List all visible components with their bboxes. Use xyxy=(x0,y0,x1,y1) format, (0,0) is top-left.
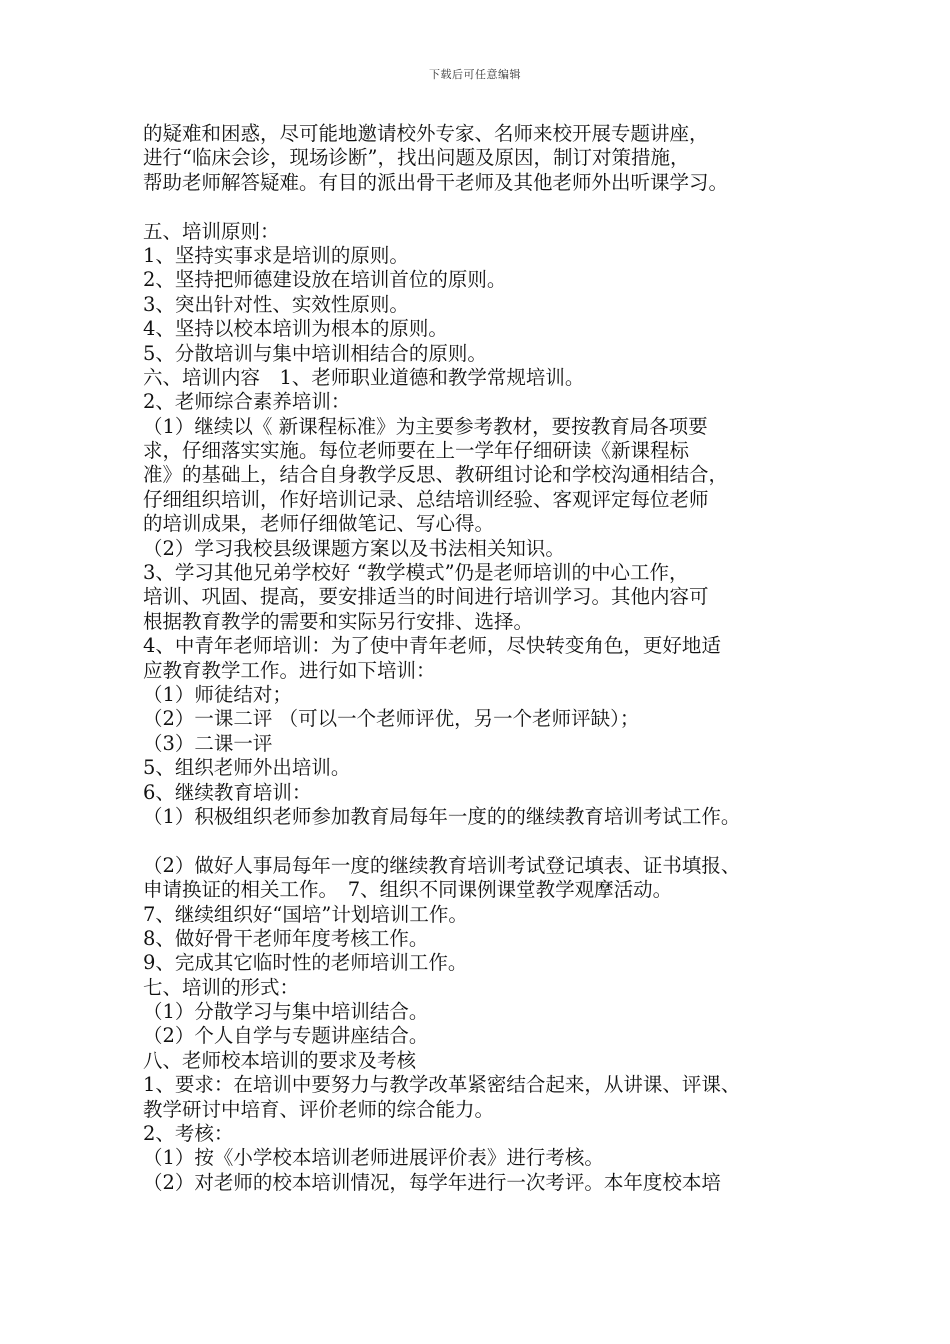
text-line: 1、坚持实事求是培训的原则。 xyxy=(143,243,409,267)
text-line: 3、突出针对性、实效性原则。 xyxy=(143,292,409,316)
text-line: 进行“临床会诊，现场诊断”，找出问题及原因，制订对策措施， xyxy=(143,146,690,170)
text-line: 准》的基础上，结合自身教学反思、教研组讨论和学校沟通相结合， xyxy=(143,463,729,487)
text-line: （1）分散学习与集中培训结合。 xyxy=(143,1000,429,1024)
text-line: 五、培训原则： xyxy=(143,219,280,243)
text-line: 8、做好骨干老师年度考核工作。 xyxy=(143,926,429,950)
text-line: （1）积极组织老师参加教育局每年一度的的继续教育培训考试工作。 xyxy=(143,804,741,828)
text-line: 根据教育教学的需要和实际另行安排、选择。 xyxy=(143,609,534,633)
text-line: 八、老师校本培训的要求及考核 xyxy=(143,1048,417,1072)
text-line: （1）按《小学校本培训老师进展评价表》进行考核。 xyxy=(143,1146,604,1170)
text-line: （2）对老师的校本培训情况，每学年进行一次考评。本年度校本培 xyxy=(143,1170,721,1194)
text-line: （3）二课一评 xyxy=(143,731,273,755)
text-line: 应教育教学工作。进行如下培训： xyxy=(143,658,436,682)
document-body xyxy=(143,122,833,1195)
text-line: 培训、巩固、提高，要安排适当的时间进行培训学习。其他内容可 xyxy=(143,585,709,609)
text-line: 帮助老师解答疑难。有目的派出骨干老师及其他老师外出听课学习。 xyxy=(143,170,729,194)
text-line: 的培训成果，老师仔细做笔记、写心得。 xyxy=(143,512,495,536)
text-line: 求，仔细落实实施。每位老师要在上一学年仔细研读《新课程标 xyxy=(143,439,690,463)
text-line: 9、完成其它临时性的老师培训工作。 xyxy=(143,951,468,975)
text-line: 六、培训内容 1、老师职业道德和教学常规培训。 xyxy=(143,365,585,389)
page-header-note: 下载后可任意编辑 xyxy=(429,68,521,81)
text-line: 5、组织老师外出培训。 xyxy=(143,756,351,780)
text-line: （2）一课二评 （可以一个老师评优，另一个老师评缺）； xyxy=(143,707,640,731)
text-line: 教学研讨中培育、评价老师的综合能力。 xyxy=(143,1097,495,1121)
text-line: （2）学习我校县级课题方案以及书法相关知识。 xyxy=(143,536,565,560)
text-line: 2、老师综合素养培训： xyxy=(143,390,351,414)
blank-line xyxy=(143,195,833,219)
text-line: 2、考核： xyxy=(143,1122,234,1146)
text-line: 3、学习其他兄弟学校好 “教学模式”仍是老师培训的中心工作， xyxy=(143,561,689,585)
text-line: 5、分散培训与集中培训相结合的原则。 xyxy=(143,341,487,365)
text-line: 2、坚持把师德建设放在培训首位的原则。 xyxy=(143,268,507,292)
text-line: 4、中青年老师培训：为了使中青年老师，尽快转变角色，更好地适 xyxy=(143,634,721,658)
text-line: 4、坚持以校本培训为根本的原则。 xyxy=(143,317,448,341)
text-line: 申请换证的相关工作。 7、组织不同课例课堂教学观摩活动。 xyxy=(143,878,673,902)
text-line: （2）个人自学与专题讲座结合。 xyxy=(143,1024,429,1048)
text-line: 的疑难和困惑，尽可能地邀请校外专家、名师来校开展专题讲座， xyxy=(143,122,709,145)
text-line: 仔细组织培训，作好培训记录、总结培训经验、客观评定每位老师 xyxy=(143,487,709,511)
text-line: （1）继续以《 新课程标准》为主要参考教材，要按教育局各项要 xyxy=(143,414,708,438)
blank-line xyxy=(143,829,833,853)
text-line: 6、继续教育培训： xyxy=(143,780,312,804)
text-line: （2）做好人事局每年一度的继续教育培训考试登记填表、证书填报、 xyxy=(143,853,741,877)
text-line: 1、要求：在培训中要努力与教学改革紧密结合起来，从讲课、评课、 xyxy=(143,1073,741,1097)
text-line: 7、继续组织好“国培”计划培训工作。 xyxy=(143,902,468,926)
text-line: 七、培训的形式： xyxy=(143,975,300,999)
text-line: （1）师徒结对； xyxy=(143,682,292,706)
